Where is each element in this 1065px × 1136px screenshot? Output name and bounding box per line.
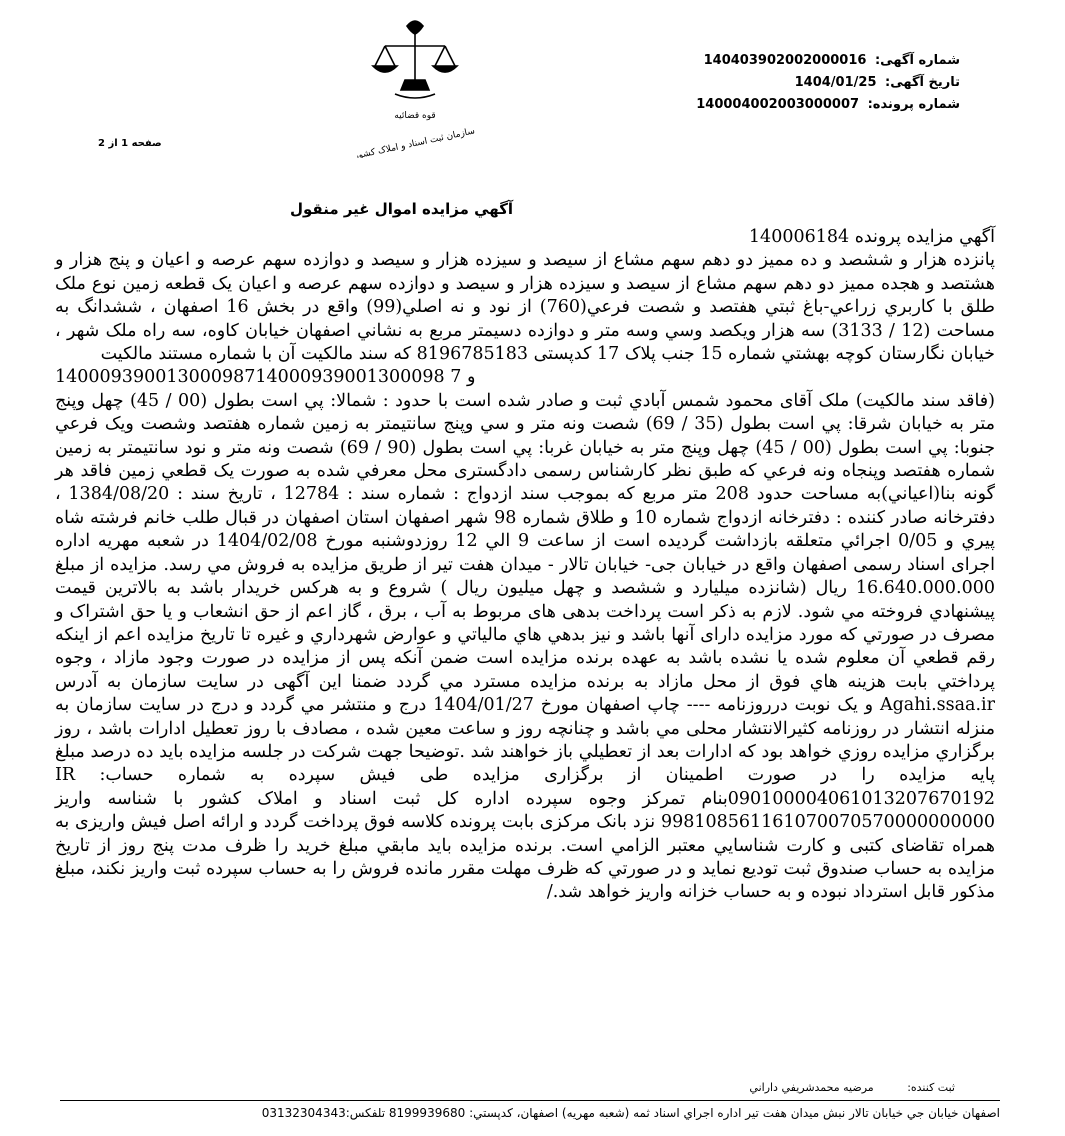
body-paragraph-1: پانزده هزار و ششصد و ده مميز دو دهم سهم مشاع از سيصد و سيزده هزار و سيصد و دوازده سهم عرصه و اعيان و پنج هزار و هشتصد و هجده مميز دو دهم سهم مشاع از سيصد و سيزده هزار و سيصد و دوازده سهم عرصه و اعيان يک قطعه زمين نوع ملک طلق با کاربري زراعي-باغ ثبتي هفتصد و شصت فرعي(760) از نود و نه اصلي(99) واقع در بخش 16 اصفهان ، ششدانگ به مساحت (12 / 3133) سه هزار ويکصد وسي وسه متر و دوازده دسيمتر مربع به نشاني اصفهان خيابان کاوه، سه راه ملک شهر ، خيابان نگارستان کوچه بهشتي شماره 15 جنب پلاک 17 کدپستی 8196785183 که سند مالکيت آن با شماره مستند مالکيت	[55, 250, 995, 365]
announcement-body	[55, 226, 995, 905]
announcement-number	[704, 53, 960, 68]
footer-divider	[60, 1100, 1000, 1101]
registrar	[749, 1081, 955, 1094]
case-number-value: 140004002003000007	[696, 97, 860, 112]
announcement-date	[795, 75, 960, 90]
announcement-date-value: 1404/01/25	[794, 75, 877, 90]
emblem-bottom-text: سازمان ثبت اسناد و املاک کشور	[355, 126, 475, 158]
announcement-date-label: تاریخ آگهی:	[885, 75, 960, 90]
page-title: آگهي مزايده اموال غير منقول	[290, 200, 514, 218]
registrar-label: ثبت کننده:	[907, 1081, 955, 1094]
case-number	[696, 97, 960, 112]
judiciary-emblem-icon	[355, 18, 475, 158]
announcement-number-label: شماره آگهی:	[874, 53, 960, 68]
registrar-name: مرضيه محمدشريفي داراني	[749, 1081, 874, 1094]
emblem-top-text: قوه قضائیه	[394, 111, 436, 121]
case-number-label: شماره پرونده:	[867, 97, 960, 112]
body-paragraph-2: (فاقد سند مالکيت) ملک آقای محمود شمس آبادي ثبت و صادر شده است با حدود : شمالا: پي است بطول (00 / 45) چهل وپنج متر به خيابان شرقا: پي است بطول (35 / 69) شصت ونه متر و سي وپنج سانتيمتر به زمين شماره هفتصد وشصت ويک فرعي جنوبا: پي است بطول (00 / 45) چهل وپنج متر به خيابان غربا: پي است بطول (90 / 69) شصت ونه متر و نود سانتيمتر به زمين شماره هفتصد وپنجاه ونه فرعي که طبق نظر کارشناس رسمی دادگستری محل معرفي شده به صورت يک قطعي زمين فاقد هر گونه بنا(اعياني)به مساحت حدود 208 متر مربع که بموجب سند ازدواج : شماره سند : 12784 ، تاريخ سند : 1384/08/20 ، دفترخانه صادر کننده : دفترخانه ازدواج شماره 10 و طلاق شماره 98 شهر اصفهان استان اصفهان در قبال طلب خانم فرشته شاه پيري و 0/05 اجرائي متعلقه بازداشت گرديده است از ساعت 9 الي 12 روزدوشنبه مورخ 1404/02/08 در شعبه مهريه اداره اجرای اسناد رسمی اصفهان واقع در خيابان جی- خيابان تالار - ميدان هفت تير از طريق مزايده به فروش مي رسد. مزايده از مبلغ 16.640.000.000 ريال (شانزده ميليارد و ششصد و چهل ميليون ريال ) شروع و به هرکس خريدار باشد به بالاترين قيمت پيشنهادي فروخته مي شود. لازم به ذکر است پرداخت بدهی های مربوط به آب ، برق ، گاز اعم از حق انشعاب و يا حق اشتراک و مصرف در صورتي که مورد مزايده دارای آنها باشد و نيز بدهي هاي مالياتي و عوارض شهرداري و غيره تا تاريخ مزايده اعم از اينکه رقم قطعي آن معلوم شده يا نشده باشد به عهده برنده مزايده است ضمن آنکه پس از مزايده در صورت وجود مازاد ، وجوه پرداختي بابت هزينه هاي فوق از محل مازاد به برنده مزايده مسترد مي گردد ضمنا اين آگهی در سايت سازمان به آدرس Agahi.ssaa.ir و يک نوبت درروزنامه ---- چاپ اصفهان مورخ 1404/01/27 درج و منتشر مي گردد و درج در سايت سازمان به منزله انتشار در روزنامه کثيرالانتشار محلی مي باشد و چنانچه روز و ساعت معين شده ، مصادف با روز تعطيل ادارات باشد ، روز برگزاري مزايده روزي خواهد بود که ادارات بعد از تعطيلي باز خواهند شد .توضيحا جهت شرکت در جلسه مزايده بايد ده درصد مبلغ پايه مزايده را در صورت اطمينان از برگزاری مزايده طی فيش سپرده به شماره حساب: IR 090100004061013207670192بنام تمرکز وجوه سپرده اداره کل ثبت اسناد و املاک کشور با شناسه واريز 998108561161070070570000000000 نزد بانک مرکزی بابت پرونده کلاسه فوق پرداخت گردد و ارائه اصل فيش واريزی به همراه تقاضای کتبی و کارت شناسايي معتبر الزامي است. برنده مزايده بايد مابقي مبلغ خريد را ظرف مدت پنج روز از تاريخ مزايده به حساب صندوق ثبت توديع نمايد و در صورتي که ظرف مهلت مقرر مانده فروش را به حساب سپرده ثبت واريز نکند، مبلغ مذکور قابل استرداد نبوده و به حساب خزانه واريز خواهد شد./	[55, 390, 996, 903]
announcement-number-value: 140403902002000016	[703, 53, 867, 68]
office-address: اصفهان خيابان جي خيابان تالار نبش ميدان هفت تير اداره اجراي اسناد ثمه (شعبه مهريه) اصفهان، کدپستي: 8199939680 تلفکس:03132304343	[261, 1106, 1000, 1120]
page-number: صفحه 1 از 2	[98, 138, 162, 149]
deed-numbers-line: 14000939001300098714000939001300098 و 7	[55, 367, 476, 388]
body-heading: آگهي مزايده پرونده 140006184	[748, 227, 995, 247]
